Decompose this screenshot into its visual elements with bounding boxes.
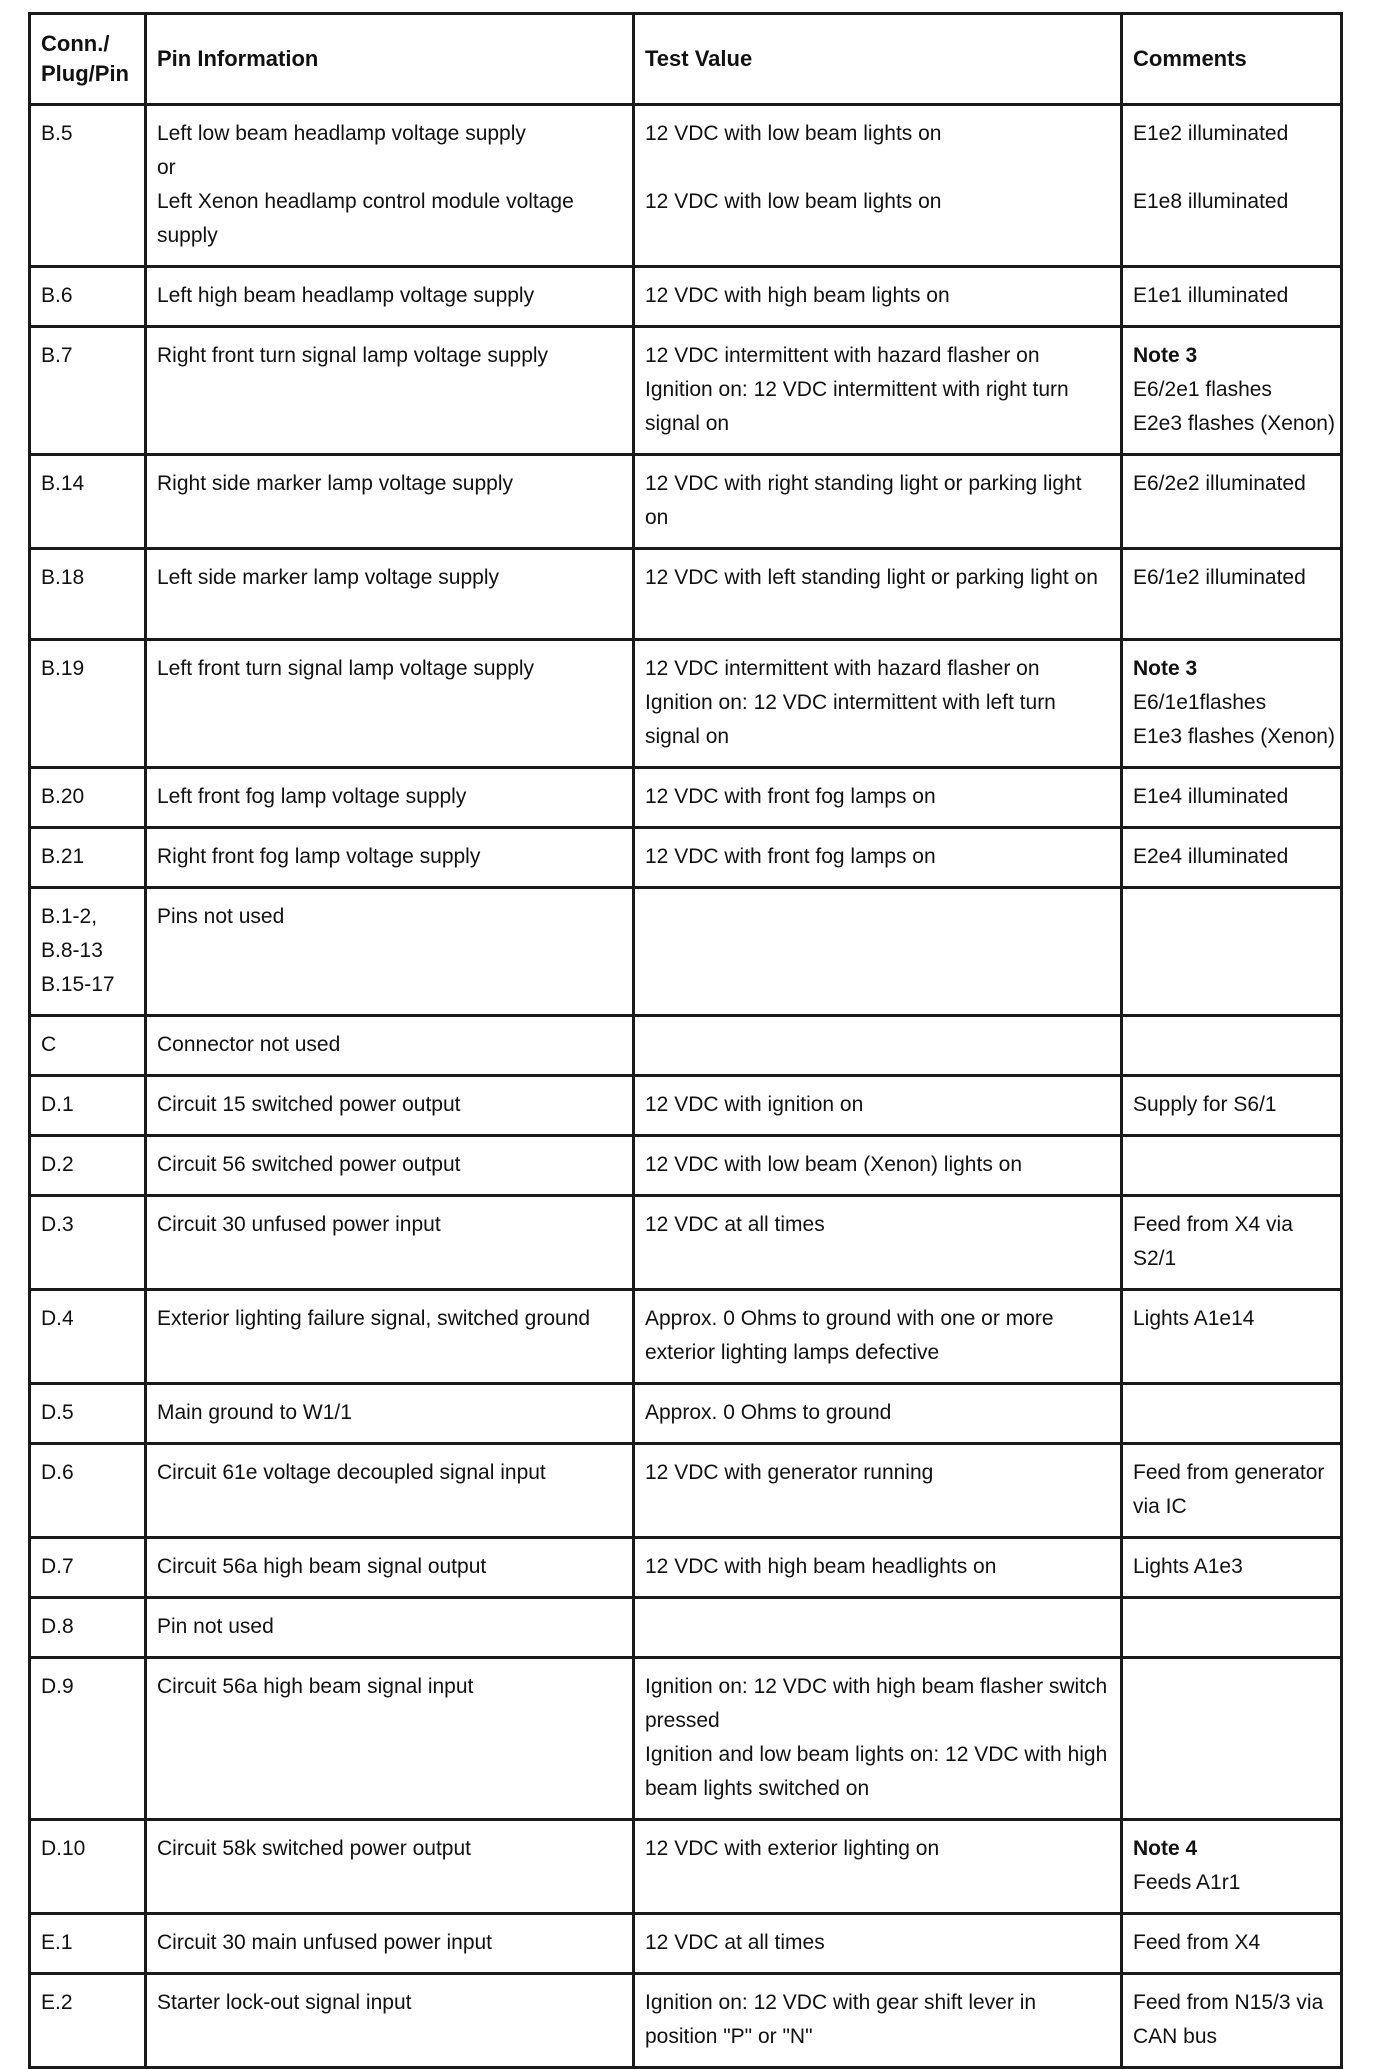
cell-conn-plug-pin [30,549,146,640]
cell-pin-information-line: Starter lock-out signal input [157,1991,412,2014]
cell-comments-line: Note 4 [1133,1837,1198,1860]
table-row [30,327,1342,455]
cell-test-value [634,1974,1122,2068]
cell-pin-information [146,1974,634,2068]
cell-test-value-line: Ignition on: 12 VDC with high beam flasher switch pressed [645,1675,1108,1732]
cell-comments [1122,1538,1342,1598]
table-row [30,1136,1342,1196]
cell-pin-information-line: Exterior lighting failure signal, switched ground [157,1307,591,1330]
cell-pin-information-line: Circuit 30 unfused power input [157,1213,441,1236]
cell-pin-information [146,1076,634,1136]
cell-pin-information-line: Left Xenon headlamp control module voltage supply [157,190,574,247]
cell-test-value-line: 12 VDC at all times [645,1931,825,1954]
cell-test-value [634,828,1122,888]
cell-conn-plug-pin [30,1444,146,1538]
cell-test-value-line: 12 VDC with right standing light or parking light on [645,472,1082,529]
cell-comments-line: E1e8 illuminated [1133,190,1289,213]
cell-test-value-line: 12 VDC with generator running [645,1461,934,1484]
cell-pin-information [146,640,634,768]
cell-comments [1122,1290,1342,1384]
cell-conn-plug-pin-line: B.15-17 [41,973,115,996]
cell-pin-information [146,1914,634,1974]
cell-test-value-line: 12 VDC with low beam (Xenon) lights on [645,1153,1023,1176]
cell-pin-information-line: Circuit 30 main unfused power input [157,1931,493,1954]
table-row [30,828,1342,888]
cell-pin-information [146,105,634,267]
cell-pin-information-line: Connector not used [157,1033,341,1056]
cell-conn-plug-pin [30,1384,146,1444]
cell-pin-information [146,1384,634,1444]
cell-conn-plug-pin-line: D.2 [41,1153,74,1176]
cell-conn-plug-pin [30,1658,146,1820]
cell-conn-plug-pin-line: B.14 [41,472,85,495]
cell-test-value [634,455,1122,549]
cell-test-value-line: 12 VDC with high beam lights on [645,284,950,307]
cell-comments-line: E1e4 illuminated [1133,785,1289,808]
cell-test-value [634,1820,1122,1914]
cell-comments-line: E6/1e2 illuminated [1133,566,1306,589]
cell-conn-plug-pin [30,828,146,888]
cell-comments-line: S2/1 [1133,1247,1177,1270]
cell-conn-plug-pin [30,1598,146,1658]
table-row [30,1444,1342,1538]
header-test-value: Test Value [634,14,1122,105]
cell-pin-information [146,1290,634,1384]
cell-test-value [634,267,1122,327]
cell-conn-plug-pin [30,1974,146,2068]
cell-comments-line: Feeds A1r1 [1133,1871,1241,1894]
cell-comments [1122,888,1342,1016]
cell-comments-line: Lights A1e3 [1133,1555,1243,1578]
cell-pin-information-line: or [157,156,176,179]
cell-conn-plug-pin-line: D.9 [41,1675,74,1698]
cell-comments [1122,1658,1342,1820]
cell-test-value [634,1076,1122,1136]
cell-comments [1122,1196,1342,1290]
cell-comments [1122,1384,1342,1444]
cell-pin-information-line: Main ground to W1/1 [157,1401,352,1424]
cell-test-value-line: Approx. 0 Ohms to ground with one or more exterior lighting lamps defective [645,1307,1054,1364]
cell-conn-plug-pin-line: E.2 [41,1991,73,2014]
cell-pin-information-line: Right front turn signal lamp voltage supply [157,344,549,367]
cell-test-value [634,1538,1122,1598]
cell-comments-line: E2e4 illuminated [1133,845,1289,868]
cell-conn-plug-pin-line: B.21 [41,845,85,868]
table-row [30,267,1342,327]
header-pin-information: Pin Information [146,14,634,105]
cell-test-value-line [645,151,1110,185]
cell-test-value-line: 12 VDC with high beam headlights on [645,1555,997,1578]
header-comments: Comments [1122,14,1342,105]
cell-comments-line: E1e2 illuminated [1133,122,1289,145]
cell-conn-plug-pin-line: B.6 [41,284,73,307]
cell-conn-plug-pin [30,1290,146,1384]
table-row [30,1196,1342,1290]
cell-comments [1122,1136,1342,1196]
cell-conn-plug-pin-line: D.4 [41,1307,74,1330]
cell-comments [1122,768,1342,828]
table-row [30,1914,1342,1974]
cell-pin-information-line: Circuit 61e voltage decoupled signal input [157,1461,546,1484]
cell-conn-plug-pin [30,1016,146,1076]
cell-conn-plug-pin-line: B.8-13 [41,939,103,962]
cell-pin-information [146,828,634,888]
cell-comments [1122,105,1342,267]
cell-comments [1122,1444,1342,1538]
cell-test-value [634,549,1122,640]
cell-comments-line: E1e1 illuminated [1133,284,1289,307]
cell-test-value [634,1136,1122,1196]
cell-conn-plug-pin-line: B.5 [41,122,73,145]
cell-comments-line: Feed from X4 [1133,1931,1261,1954]
cell-pin-information-line: Circuit 56a high beam signal output [157,1555,487,1578]
cell-test-value-line: Ignition on: 12 VDC intermittent with right turn signal on [645,378,1069,435]
table-row [30,105,1342,267]
cell-test-value-line: 12 VDC with low beam lights on [645,122,942,145]
cell-comments [1122,1914,1342,1974]
cell-comments-line: Feed from X4 via [1133,1213,1293,1236]
cell-conn-plug-pin [30,267,146,327]
cell-conn-plug-pin [30,1914,146,1974]
cell-comments-line: E6/1e1flashes [1133,691,1267,714]
cell-test-value-line: Ignition and low beam lights on: 12 VDC with high beam lights switched on [645,1743,1108,1800]
table-row [30,1384,1342,1444]
cell-comments [1122,828,1342,888]
table-row [30,1076,1342,1136]
cell-pin-information-line: Circuit 56a high beam signal input [157,1675,474,1698]
table-row [30,1974,1342,2068]
table-row [30,549,1342,640]
cell-conn-plug-pin-line: D.8 [41,1615,74,1638]
table-row [30,1290,1342,1384]
cell-pin-information [146,1196,634,1290]
cell-test-value-line: 12 VDC at all times [645,1213,825,1236]
cell-pin-information-line: Right side marker lamp voltage supply [157,472,513,495]
cell-conn-plug-pin [30,327,146,455]
table-row [30,1016,1342,1076]
cell-comments-line: Supply for S6/1 [1133,1093,1277,1116]
cell-conn-plug-pin [30,1820,146,1914]
cell-comments [1122,1076,1342,1136]
cell-comments [1122,455,1342,549]
cell-pin-information-line: Circuit 56 switched power output [157,1153,461,1176]
cell-test-value [634,1444,1122,1538]
cell-test-value [634,888,1122,1016]
cell-test-value-line: 12 VDC with ignition on [645,1093,864,1116]
cell-comments-line: Feed from N15/3 via [1133,1991,1324,2014]
cell-pin-information-line: Left high beam headlamp voltage supply [157,284,535,307]
table-row [30,1598,1342,1658]
cell-conn-plug-pin-line: D.1 [41,1093,74,1116]
cell-comments-line: E6/2e2 illuminated [1133,472,1306,495]
cell-comments [1122,1016,1342,1076]
cell-test-value-line: 12 VDC with left standing light or parking light on [645,566,1098,589]
cell-comments-line: Note 3 [1133,344,1198,367]
cell-comments-line: Feed from generator [1133,1461,1325,1484]
cell-pin-information [146,549,634,640]
cell-test-value-line: 12 VDC with low beam lights on [645,190,942,213]
cell-comments-line: via IC [1133,1495,1187,1518]
cell-conn-plug-pin [30,455,146,549]
cell-pin-information-line: Left front turn signal lamp voltage supply [157,657,535,680]
cell-test-value [634,1658,1122,1820]
cell-conn-plug-pin-line: B.20 [41,785,85,808]
cell-test-value [634,105,1122,267]
cell-test-value [634,1290,1122,1384]
table-row [30,1658,1342,1820]
table-row [30,888,1342,1016]
cell-test-value [634,1196,1122,1290]
cell-pin-information [146,1016,634,1076]
cell-test-value-line: 12 VDC intermittent with hazard flasher on [645,344,1040,367]
cell-conn-plug-pin-line: D.10 [41,1837,86,1860]
cell-pin-information [146,455,634,549]
cell-comments-line: E6/2e1 flashes [1133,378,1272,401]
cell-conn-plug-pin-line: C [41,1033,57,1056]
cell-pin-information-line: Pin not used [157,1615,274,1638]
cell-comments [1122,327,1342,455]
cell-pin-information [146,1136,634,1196]
cell-pin-information [146,888,634,1016]
cell-conn-plug-pin-line: B.7 [41,344,73,367]
cell-pin-information-line: Left front fog lamp voltage supply [157,785,467,808]
table-header [30,14,1342,105]
cell-pin-information [146,1820,634,1914]
header-conn-plug-pin: Conn./ Plug/Pin [30,14,146,105]
pin-test-table [28,12,1343,2069]
cell-test-value-line: 12 VDC with front fog lamps on [645,785,936,808]
table-row [30,640,1342,768]
table-row [30,455,1342,549]
cell-conn-plug-pin-line: D.7 [41,1555,74,1578]
cell-comments-line: CAN bus [1133,2025,1218,2048]
cell-test-value [634,1016,1122,1076]
cell-test-value [634,640,1122,768]
cell-test-value-line: Ignition on: 12 VDC with gear shift lever in position "P" or "N" [645,1991,1037,2048]
cell-test-value-line: 12 VDC with exterior lighting on [645,1837,940,1860]
cell-comments [1122,1820,1342,1914]
table-row [30,1820,1342,1914]
cell-test-value [634,327,1122,455]
cell-conn-plug-pin [30,1076,146,1136]
cell-pin-information-line: Right front fog lamp voltage supply [157,845,481,868]
cell-comments-line: E2e3 flashes (Xenon) [1133,412,1335,435]
cell-comments-line: Note 3 [1133,657,1198,680]
cell-conn-plug-pin [30,1136,146,1196]
cell-comments [1122,267,1342,327]
cell-comments [1122,640,1342,768]
cell-conn-plug-pin-line: D.3 [41,1213,74,1236]
cell-conn-plug-pin-line: E.1 [41,1931,73,1954]
cell-conn-plug-pin [30,105,146,267]
cell-test-value-line: 12 VDC intermittent with hazard flasher on [645,657,1040,680]
cell-pin-information-line: Circuit 15 switched power output [157,1093,461,1116]
cell-conn-plug-pin-line: D.5 [41,1401,74,1424]
cell-comments [1122,549,1342,640]
cell-conn-plug-pin-line: B.19 [41,657,85,680]
cell-test-value [634,1914,1122,1974]
cell-conn-plug-pin [30,1538,146,1598]
cell-test-value [634,768,1122,828]
cell-test-value-line: 12 VDC with front fog lamps on [645,845,936,868]
cell-conn-plug-pin [30,888,146,1016]
cell-comments-line: Lights A1e14 [1133,1307,1255,1330]
cell-pin-information-line: Pins not used [157,905,285,928]
cell-pin-information [146,1658,634,1820]
cell-pin-information [146,1444,634,1538]
cell-pin-information-line: Circuit 58k switched power output [157,1837,471,1860]
header-row [30,14,1342,105]
cell-comments [1122,1598,1342,1658]
cell-test-value-line: Approx. 0 Ohms to ground [645,1401,892,1424]
table-row [30,768,1342,828]
cell-pin-information [146,327,634,455]
cell-test-value [634,1384,1122,1444]
cell-conn-plug-pin [30,1196,146,1290]
table-body [30,105,1342,2068]
cell-conn-plug-pin-line: B.1-2, [41,905,98,928]
cell-pin-information [146,1598,634,1658]
cell-comments-line [1133,151,1340,185]
cell-test-value [634,1598,1122,1658]
table-row [30,1538,1342,1598]
cell-pin-information [146,1538,634,1598]
cell-conn-plug-pin-line: D.6 [41,1461,74,1484]
cell-pin-information-line: Left low beam headlamp voltage supply [157,122,526,145]
cell-pin-information-line: Left side marker lamp voltage supply [157,566,499,589]
cell-pin-information [146,267,634,327]
cell-pin-information [146,768,634,828]
cell-comments [1122,1974,1342,2068]
cell-test-value-line: Ignition on: 12 VDC intermittent with left turn signal on [645,691,1056,748]
cell-comments-line: E1e3 flashes (Xenon) [1133,725,1335,748]
pin-test-table-sheet [28,12,1343,2069]
cell-conn-plug-pin-line: B.18 [41,566,85,589]
cell-conn-plug-pin [30,640,146,768]
cell-conn-plug-pin [30,768,146,828]
